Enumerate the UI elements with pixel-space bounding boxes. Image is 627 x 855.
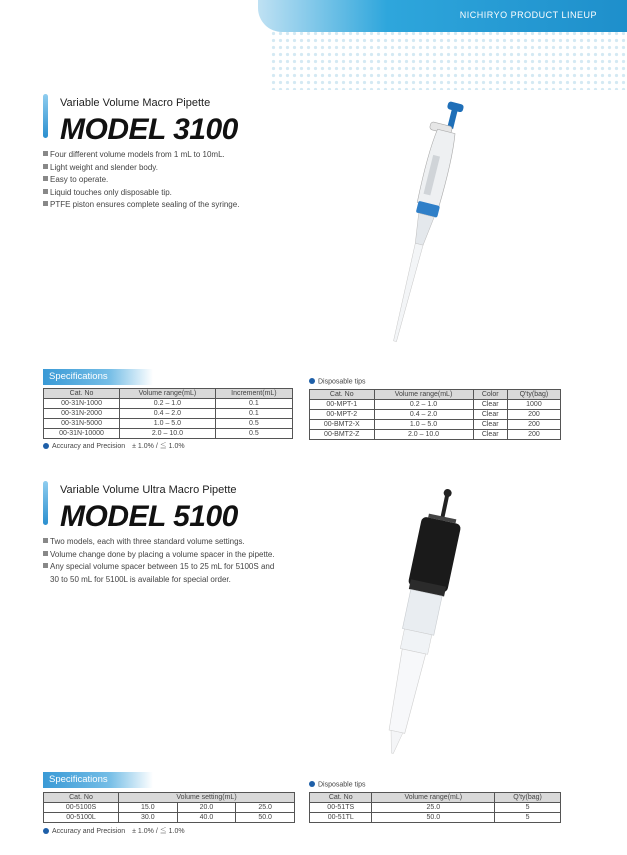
model3100-tips-table <box>309 389 561 440</box>
model5100-spec-table <box>43 792 295 823</box>
table-row <box>44 803 295 813</box>
table-row <box>310 813 561 823</box>
table-cell: 00-5100L <box>44 813 119 823</box>
table-header-row <box>44 793 295 803</box>
table-cell: Clear <box>473 400 507 410</box>
table-row <box>310 420 561 430</box>
model5100-spec-tab: Specifications <box>43 772 153 788</box>
header-cell: Volume range(mL) <box>374 390 473 400</box>
header-cell: Volume range(mL) <box>120 389 216 399</box>
table-cell: 00-31N-10000 <box>44 429 120 439</box>
table-row <box>44 429 293 439</box>
model3100-spec-table <box>43 388 293 439</box>
table-cell: 0.4 – 2.0 <box>120 409 216 419</box>
table-cell: 00-BMT2-X <box>310 420 375 430</box>
feature-item: Any special volume spacer between 15 to 25 mL for 5100S and <box>43 561 275 574</box>
table-row <box>310 430 561 440</box>
table-cell: 00-5100S <box>44 803 119 813</box>
table-cell: 0.5 <box>215 419 292 429</box>
table-cell: 5 <box>495 803 561 813</box>
table-cell: Clear <box>473 410 507 420</box>
table-cell: 0.2 – 1.0 <box>120 399 216 409</box>
header-cell: Color <box>473 390 507 400</box>
table-cell: Clear <box>473 420 507 430</box>
table-row <box>310 803 561 813</box>
table-cell: 00-31N-2000 <box>44 409 120 419</box>
feature-item: Four different volume models from 1 mL to 10mL. <box>43 149 239 162</box>
pipette-3100-image <box>370 95 480 365</box>
pipette-5100-image <box>350 482 470 762</box>
table-row <box>44 409 293 419</box>
table-header-row <box>44 389 293 399</box>
table-cell: 1.0 – 5.0 <box>374 420 473 430</box>
feature-item: Liquid touches only disposable tip. <box>43 187 239 200</box>
model3100-features <box>43 149 239 212</box>
bullet-icon <box>43 443 49 449</box>
table-cell: 15.0 <box>119 803 178 813</box>
table-cell: 20.0 <box>177 803 236 813</box>
model3100-spec-tab: Specifications <box>43 369 153 385</box>
header-cell: Q'ty(bag) <box>507 390 560 400</box>
bullet-icon <box>43 828 49 834</box>
header-cell: Volume setting(mL) <box>119 793 295 803</box>
table-cell: 00-MPT-2 <box>310 410 375 420</box>
header-cell: Cat. No <box>310 793 372 803</box>
table-cell: 200 <box>507 430 560 440</box>
table-cell: 0.2 – 1.0 <box>374 400 473 410</box>
table-cell: 2.0 – 10.0 <box>374 430 473 440</box>
table-cell: 200 <box>507 410 560 420</box>
table-header-row <box>310 390 561 400</box>
header-label: NICHIRYO PRODUCT LINEUP <box>459 10 597 20</box>
feature-item: Volume change done by placing a volume spacer in the pipette. <box>43 549 275 562</box>
table-row <box>44 813 295 823</box>
table-cell: 00-51TS <box>310 803 372 813</box>
header-cell: Cat. No <box>310 390 375 400</box>
table-cell: 25.0 <box>372 803 495 813</box>
bullet-icon <box>309 378 315 384</box>
table-cell: 00-51TL <box>310 813 372 823</box>
table-row <box>310 410 561 420</box>
table-cell: 5 <box>495 813 561 823</box>
model3100-accuracy-note: Accuracy and Precision ± 1.0% / ≦ 1.0% <box>43 441 185 451</box>
feature-item: Easy to operate. <box>43 174 239 187</box>
table-cell: 0.1 <box>215 409 292 419</box>
table-cell: 1.0 – 5.0 <box>120 419 216 429</box>
table-cell: 0.5 <box>215 429 292 439</box>
table-cell: Clear <box>473 430 507 440</box>
model5100-subtitle: Variable Volume Ultra Macro Pipette <box>60 484 237 496</box>
table-cell: 40.0 <box>177 813 236 823</box>
feature-item: 30 to 50 mL for 5100L is available for special order. <box>50 574 231 584</box>
section-accent-bar <box>43 94 48 138</box>
model5100-features <box>43 536 275 586</box>
table-cell: 2.0 – 10.0 <box>120 429 216 439</box>
table-header-row <box>310 793 561 803</box>
table-cell: 00-BMT2-Z <box>310 430 375 440</box>
header-cell: Increment(mL) <box>215 389 292 399</box>
header-cell: Cat. No <box>44 389 120 399</box>
model5100-tips-table <box>309 792 561 823</box>
table-cell: 25.0 <box>236 803 295 813</box>
dot-pattern <box>270 30 627 90</box>
model3100-tips-label: Disposable tips <box>309 378 365 386</box>
feature-item: PTFE piston ensures complete sealing of the syringe. <box>43 199 239 212</box>
model5100-title: MODEL 5100 <box>60 500 238 533</box>
header-cell: Cat. No <box>44 793 119 803</box>
model5100-accuracy-note: Accuracy and Precision ± 1.0% / ≦ 1.0% <box>43 826 185 836</box>
bullet-icon <box>309 781 315 787</box>
table-cell: 0.4 – 2.0 <box>374 410 473 420</box>
model3100-subtitle: Variable Volume Macro Pipette <box>60 97 211 109</box>
table-cell: 50.0 <box>372 813 495 823</box>
model3100-title: MODEL 3100 <box>60 113 238 146</box>
table-row <box>44 399 293 409</box>
header-banner <box>258 0 627 32</box>
section-accent-bar <box>43 481 48 525</box>
feature-item: Light weight and slender body. <box>43 162 239 175</box>
table-cell: 0.1 <box>215 399 292 409</box>
model5100-tips-label: Disposable tips <box>309 781 365 789</box>
table-cell: 1000 <box>507 400 560 410</box>
table-cell: 50.0 <box>236 813 295 823</box>
table-cell: 200 <box>507 420 560 430</box>
table-cell: 30.0 <box>119 813 178 823</box>
table-row <box>310 400 561 410</box>
header-cell: Volume range(mL) <box>372 793 495 803</box>
table-cell: 00-31N-5000 <box>44 419 120 429</box>
table-cell: 00-31N-1000 <box>44 399 120 409</box>
header-cell: Q'ty(bag) <box>495 793 561 803</box>
feature-item: Two models, each with three standard volume settings. <box>43 536 275 549</box>
table-cell: 00-MPT-1 <box>310 400 375 410</box>
table-row <box>44 419 293 429</box>
